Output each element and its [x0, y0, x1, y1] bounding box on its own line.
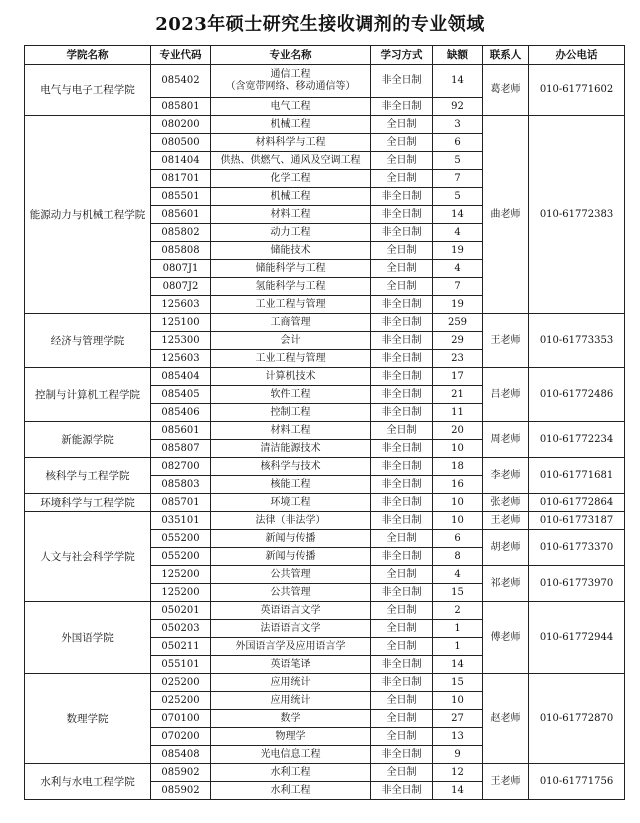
major-name-cell: 氢能科学与工程 [211, 278, 371, 296]
major-code-cell: 085406 [151, 404, 211, 422]
study-mode-cell: 非全日制 [371, 350, 433, 368]
quota-cell: 18 [433, 458, 483, 476]
office-phone-cell: 010-61771602 [529, 65, 625, 116]
office-phone-cell: 010-61771756 [529, 764, 625, 800]
major-name-cell: 法语语言文学 [211, 620, 371, 638]
college-name-cell: 新能源学院 [25, 422, 151, 458]
admission-table [24, 45, 625, 800]
quota-cell: 92 [433, 98, 483, 116]
major-code-cell: 055200 [151, 548, 211, 566]
study-mode-cell: 全日制 [371, 692, 433, 710]
college-name-cell: 电气与电子工程学院 [25, 65, 151, 116]
college-name-cell: 能源动力与机械工程学院 [25, 116, 151, 314]
major-name-cell: 公共管理 [211, 566, 371, 584]
major-code-cell: 080200 [151, 116, 211, 134]
quota-cell: 11 [433, 404, 483, 422]
college-name-cell: 核科学与工程学院 [25, 458, 151, 494]
office-phone-cell: 010-61772864 [529, 494, 625, 512]
major-name-cell: 法律（非法学） [211, 512, 371, 530]
contact-name-cell: 胡老师 [483, 530, 529, 566]
major-code-cell: 025200 [151, 692, 211, 710]
contact-name-cell: 曲老师 [483, 116, 529, 314]
quota-cell: 17 [433, 368, 483, 386]
quota-cell: 2 [433, 602, 483, 620]
major-code-cell: 125200 [151, 584, 211, 602]
study-mode-cell: 非全日制 [371, 458, 433, 476]
college-name-cell: 环境科学与工程学院 [25, 494, 151, 512]
header-contact: 联系人 [483, 46, 529, 65]
quota-cell: 6 [433, 134, 483, 152]
study-mode-cell: 非全日制 [371, 656, 433, 674]
table-row [25, 512, 625, 530]
quota-cell: 5 [433, 188, 483, 206]
office-phone-cell: 010-61771681 [529, 458, 625, 494]
office-phone-cell: 010-61773370 [529, 530, 625, 566]
study-mode-cell: 非全日制 [371, 494, 433, 512]
major-code-cell: 085405 [151, 386, 211, 404]
contact-name-cell: 张老师 [483, 494, 529, 512]
college-name-cell: 数理学院 [25, 674, 151, 764]
major-name-cell: 储能技术 [211, 242, 371, 260]
study-mode-cell: 非全日制 [371, 782, 433, 800]
study-mode-cell: 非全日制 [371, 476, 433, 494]
study-mode-cell: 全日制 [371, 422, 433, 440]
office-phone-cell: 010-61772870 [529, 674, 625, 764]
study-mode-cell: 全日制 [371, 530, 433, 548]
major-name-cell: 公共管理 [211, 584, 371, 602]
table-row [25, 674, 625, 692]
quota-cell: 259 [433, 314, 483, 332]
major-name-cell: 工业工程与管理 [211, 350, 371, 368]
study-mode-cell: 非全日制 [371, 404, 433, 422]
major-code-cell: 055200 [151, 530, 211, 548]
major-name-cell: 控制工程 [211, 404, 371, 422]
major-name-cell: 核能工程 [211, 476, 371, 494]
quota-cell: 14 [433, 782, 483, 800]
study-mode-cell: 非全日制 [371, 296, 433, 314]
study-mode-cell: 非全日制 [371, 314, 433, 332]
major-name-cell: 计算机技术 [211, 368, 371, 386]
quota-cell: 4 [433, 224, 483, 242]
major-note: （含宽带网络、移动通信等） [225, 81, 356, 92]
quota-cell: 7 [433, 278, 483, 296]
major-name-cell: 新闻与传播 [211, 530, 371, 548]
major-code-cell: 085902 [151, 782, 211, 800]
major-name-cell: 外国语言学及应用语言学 [211, 638, 371, 656]
quota-cell: 3 [433, 116, 483, 134]
table-row [25, 116, 625, 134]
table-row [25, 602, 625, 620]
major-code-cell: 0807J2 [151, 278, 211, 296]
major-name-cell: 数学 [211, 710, 371, 728]
study-mode-cell: 全日制 [371, 170, 433, 188]
major-name-cell: 软件工程 [211, 386, 371, 404]
major-name-cell: 材料工程 [211, 422, 371, 440]
quota-cell: 10 [433, 692, 483, 710]
study-mode-cell: 全日制 [371, 134, 433, 152]
major-code-cell: 085803 [151, 476, 211, 494]
study-mode-cell: 全日制 [371, 638, 433, 656]
major-code-cell: 085404 [151, 368, 211, 386]
header-college: 学院名称 [25, 46, 151, 65]
table-row [25, 65, 625, 98]
quota-cell: 10 [433, 512, 483, 530]
quota-cell: 20 [433, 422, 483, 440]
quota-cell: 14 [433, 656, 483, 674]
quota-cell: 21 [433, 386, 483, 404]
major-code-cell: 085701 [151, 494, 211, 512]
major-name-cell: 电气工程 [211, 98, 371, 116]
major-name-cell: 应用统计 [211, 692, 371, 710]
quota-cell: 13 [433, 728, 483, 746]
header-phone: 办公电话 [529, 46, 625, 65]
study-mode-cell: 全日制 [371, 602, 433, 620]
major-code-cell: 070200 [151, 728, 211, 746]
major-code-cell: 050201 [151, 602, 211, 620]
quota-cell: 27 [433, 710, 483, 728]
contact-name-cell: 周老师 [483, 422, 529, 458]
quota-cell: 15 [433, 584, 483, 602]
major-name-cell: 工业工程与管理 [211, 296, 371, 314]
quota-cell: 6 [433, 530, 483, 548]
quota-cell: 10 [433, 440, 483, 458]
major-code-cell: 081701 [151, 170, 211, 188]
quota-cell: 19 [433, 296, 483, 314]
study-mode-cell: 非全日制 [371, 386, 433, 404]
major-code-cell: 035101 [151, 512, 211, 530]
major-code-cell: 081404 [151, 152, 211, 170]
table-row [25, 494, 625, 512]
major-code-cell: 085801 [151, 98, 211, 116]
major-code-cell: 125603 [151, 350, 211, 368]
major-code-cell: 125300 [151, 332, 211, 350]
study-mode-cell: 非全日制 [371, 584, 433, 602]
study-mode-cell: 非全日制 [371, 188, 433, 206]
major-name-cell: 环境工程 [211, 494, 371, 512]
contact-name-cell: 王老师 [483, 512, 529, 530]
quota-cell: 10 [433, 494, 483, 512]
quota-cell: 15 [433, 674, 483, 692]
study-mode-cell: 非全日制 [371, 332, 433, 350]
contact-name-cell: 吕老师 [483, 368, 529, 422]
major-name-cell: 化学工程 [211, 170, 371, 188]
college-name-cell: 人文与社会科学学院 [25, 512, 151, 602]
major-name-cell: 机械工程 [211, 188, 371, 206]
major-name-cell: 核科学与技术 [211, 458, 371, 476]
table-row [25, 422, 625, 440]
study-mode-cell: 全日制 [371, 152, 433, 170]
header-quota: 缺额 [433, 46, 483, 65]
quota-cell: 4 [433, 566, 483, 584]
major-code-cell: 050203 [151, 620, 211, 638]
office-phone-cell: 010-61773187 [529, 512, 625, 530]
major-name-cell: 水利工程 [211, 782, 371, 800]
contact-name-cell: 王老师 [483, 764, 529, 800]
college-name-cell: 控制与计算机工程学院 [25, 368, 151, 422]
major-name-cell: 材料工程 [211, 206, 371, 224]
major-name-cell: 动力工程 [211, 224, 371, 242]
college-name-cell: 经济与管理学院 [25, 314, 151, 368]
study-mode-cell: 非全日制 [371, 440, 433, 458]
college-name-cell: 外国语学院 [25, 602, 151, 674]
study-mode-cell: 全日制 [371, 764, 433, 782]
page-title: 2023年硕士研究生接收调剂的专业领域 [155, 14, 485, 35]
major-name-cell: 光电信息工程 [211, 746, 371, 764]
office-phone-cell: 010-61772486 [529, 368, 625, 422]
major-code-cell: 125603 [151, 296, 211, 314]
major-code-cell: 085408 [151, 746, 211, 764]
header-code: 专业代码 [151, 46, 211, 65]
major-name-cell: 储能科学与工程 [211, 260, 371, 278]
study-mode-cell: 全日制 [371, 566, 433, 584]
major-code-cell: 085808 [151, 242, 211, 260]
major-name-cell: 机械工程 [211, 116, 371, 134]
quota-cell: 1 [433, 638, 483, 656]
study-mode-cell: 全日制 [371, 116, 433, 134]
office-phone-cell: 010-61773970 [529, 566, 625, 602]
major-name-cell: 英语笔译 [211, 656, 371, 674]
table-row [25, 764, 625, 782]
contact-name-cell: 傅老师 [483, 602, 529, 674]
study-mode-cell: 非全日制 [371, 65, 433, 98]
quota-cell: 14 [433, 206, 483, 224]
major-code-cell: 085807 [151, 440, 211, 458]
quota-cell: 14 [433, 65, 483, 98]
study-mode-cell: 全日制 [371, 728, 433, 746]
major-name-cell: 工商管理 [211, 314, 371, 332]
study-mode-cell: 非全日制 [371, 368, 433, 386]
quota-cell: 23 [433, 350, 483, 368]
major-name-cell: 材料科学与工程 [211, 134, 371, 152]
quota-cell: 1 [433, 620, 483, 638]
quota-cell: 9 [433, 746, 483, 764]
major-code-cell: 080500 [151, 134, 211, 152]
major-code-cell: 085402 [151, 65, 211, 98]
study-mode-cell: 全日制 [371, 710, 433, 728]
table-row [25, 368, 625, 386]
quota-cell: 19 [433, 242, 483, 260]
quota-cell: 4 [433, 260, 483, 278]
contact-name-cell: 赵老师 [483, 674, 529, 764]
major-name-cell: 应用统计 [211, 674, 371, 692]
study-mode-cell: 全日制 [371, 242, 433, 260]
study-mode-cell: 非全日制 [371, 548, 433, 566]
major-code-cell: 070100 [151, 710, 211, 728]
table-header-row [25, 46, 625, 65]
major-name-cell: 水利工程 [211, 764, 371, 782]
contact-name-cell: 王老师 [483, 314, 529, 368]
table-row [25, 458, 625, 476]
contact-name-cell: 葛老师 [483, 65, 529, 116]
major-code-cell: 055101 [151, 656, 211, 674]
study-mode-cell: 非全日制 [371, 674, 433, 692]
header-mode: 学习方式 [371, 46, 433, 65]
study-mode-cell: 非全日制 [371, 206, 433, 224]
major-code-cell: 125200 [151, 566, 211, 584]
major-code-cell: 0807J1 [151, 260, 211, 278]
study-mode-cell: 非全日制 [371, 746, 433, 764]
quota-cell: 7 [433, 170, 483, 188]
major-name: 通信工程 [270, 69, 311, 80]
major-code-cell: 025200 [151, 674, 211, 692]
major-code-cell: 085501 [151, 188, 211, 206]
contact-name-cell: 祁老师 [483, 566, 529, 602]
major-name-cell: 会计 [211, 332, 371, 350]
major-code-cell: 125100 [151, 314, 211, 332]
office-phone-cell: 010-61772383 [529, 116, 625, 314]
study-mode-cell: 全日制 [371, 620, 433, 638]
major-name-cell: 物理学 [211, 728, 371, 746]
major-name-cell: 供热、供燃气、通风及空调工程 [211, 152, 371, 170]
major-code-cell: 085802 [151, 224, 211, 242]
quota-cell: 12 [433, 764, 483, 782]
major-code-cell: 085601 [151, 206, 211, 224]
office-phone-cell: 010-61773353 [529, 314, 625, 368]
study-mode-cell: 非全日制 [371, 512, 433, 530]
major-code-cell: 085902 [151, 764, 211, 782]
quota-cell: 29 [433, 332, 483, 350]
study-mode-cell: 非全日制 [371, 224, 433, 242]
major-code-cell: 085601 [151, 422, 211, 440]
major-code-cell: 082700 [151, 458, 211, 476]
quota-cell: 16 [433, 476, 483, 494]
major-name-cell [211, 65, 371, 98]
office-phone-cell: 010-61772234 [529, 422, 625, 458]
study-mode-cell: 全日制 [371, 278, 433, 296]
quota-cell: 5 [433, 152, 483, 170]
major-name-cell: 新闻与传播 [211, 548, 371, 566]
office-phone-cell: 010-61772944 [529, 602, 625, 674]
major-name-cell: 清洁能源技术 [211, 440, 371, 458]
contact-name-cell: 李老师 [483, 458, 529, 494]
header-major: 专业名称 [211, 46, 371, 65]
major-name-cell: 英语语言文学 [211, 602, 371, 620]
college-name-cell: 水利与水电工程学院 [25, 764, 151, 800]
table-row [25, 314, 625, 332]
quota-cell: 8 [433, 548, 483, 566]
study-mode-cell: 全日制 [371, 260, 433, 278]
major-code-cell: 050211 [151, 638, 211, 656]
study-mode-cell: 非全日制 [371, 98, 433, 116]
